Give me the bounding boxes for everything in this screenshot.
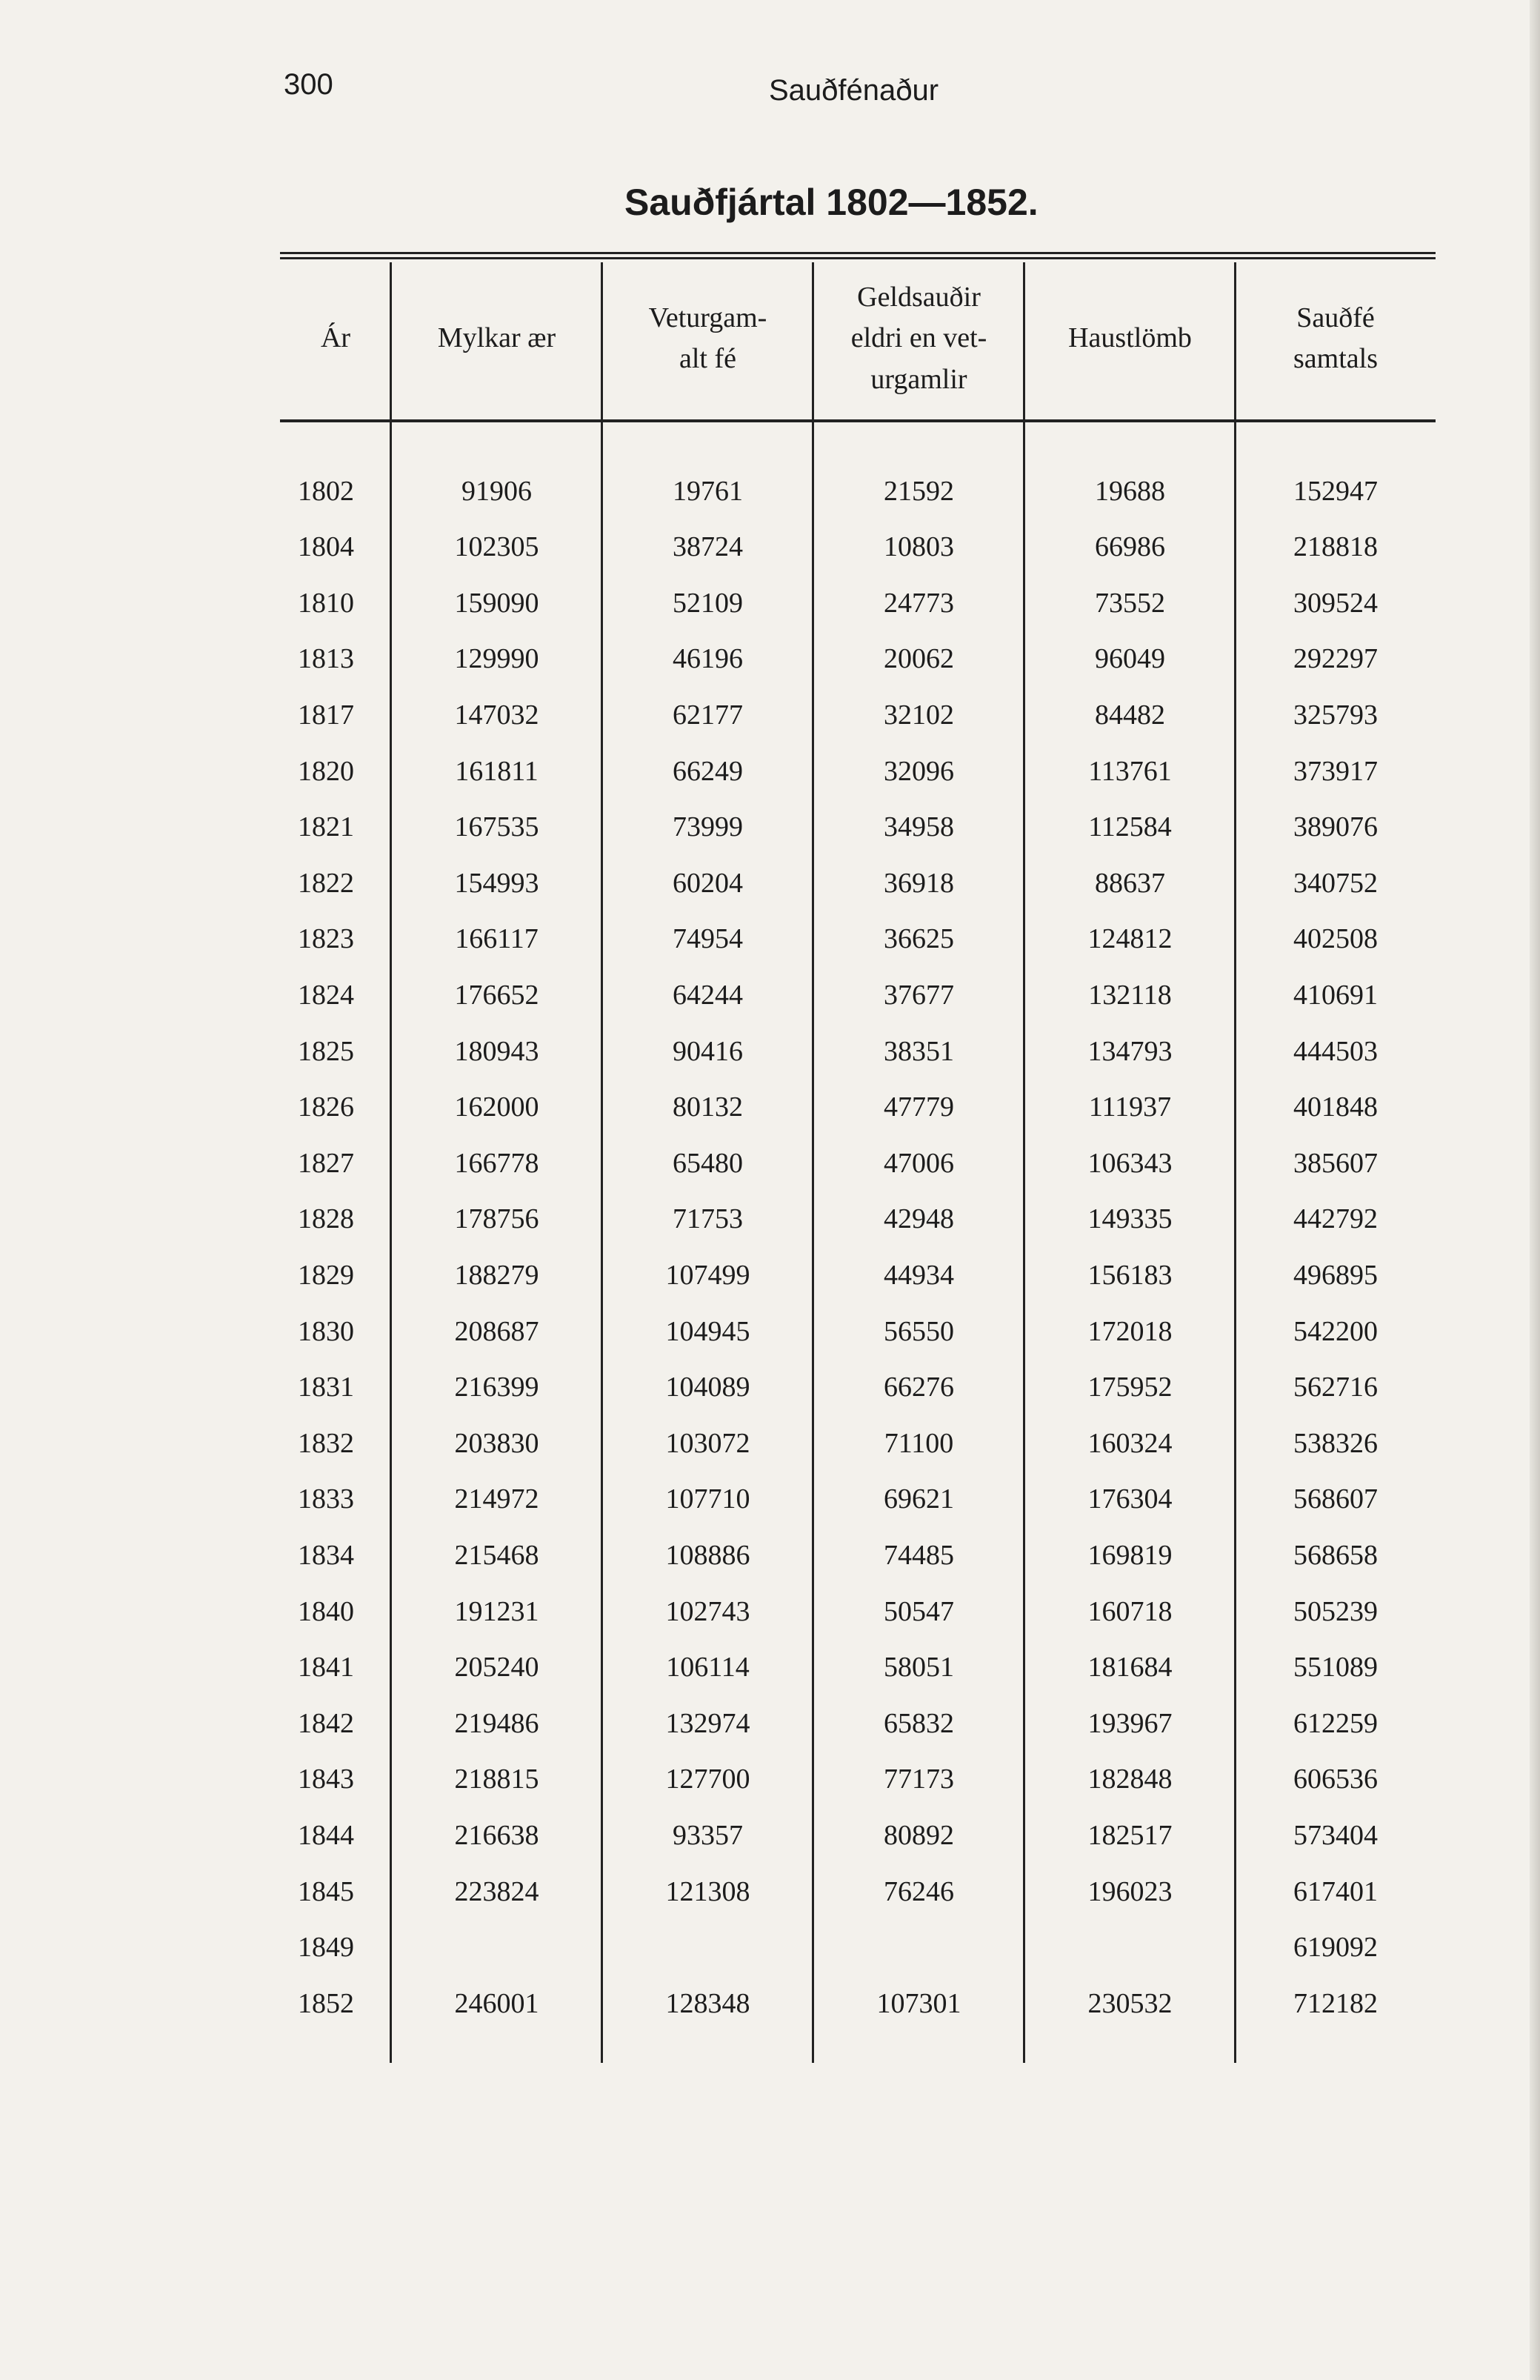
total-sheep-cell: 712182 [1293, 1987, 1378, 2019]
yearlings-cell: 104089 [665, 1372, 750, 1403]
autumn-lambs-cell: 172018 [1087, 1315, 1173, 1347]
total-sheep-cell: 496895 [1293, 1259, 1378, 1291]
wethers-cell: 38351 [884, 1035, 954, 1067]
wethers-cell: 47779 [884, 1091, 954, 1123]
table-row [280, 1752, 1436, 1807]
wethers-cell [813, 1920, 1024, 1975]
yearlings-cell: 80132 [673, 1091, 743, 1123]
yearlings-cell: 38724 [673, 531, 743, 563]
wethers-cell: 65832 [884, 1707, 954, 1739]
autumn-lambs-cell: 149335 [1087, 1203, 1173, 1235]
table-row [280, 1360, 1436, 1415]
total-sheep-cell: 309524 [1293, 587, 1378, 619]
milking-ewes-cell: 167535 [454, 811, 539, 843]
page-number: 300 [284, 68, 333, 101]
table-row [280, 1807, 1436, 1863]
autumn-lambs-cell [1024, 1920, 1236, 1975]
wethers-cell: 20062 [884, 643, 954, 675]
milking-ewes-cell: 203830 [454, 1427, 539, 1459]
table-row [280, 1583, 1436, 1639]
wethers-cell: 58051 [884, 1652, 954, 1683]
milking-ewes-cell: 246001 [454, 1987, 539, 2019]
milking-ewes-cell: 223824 [454, 1875, 539, 1907]
autumn-lambs-cell: 182848 [1087, 1764, 1173, 1795]
table-row [280, 1975, 1436, 2031]
table-row [280, 1695, 1436, 1751]
total-sheep-cell: 389076 [1293, 811, 1378, 843]
autumn-lambs-cell: 160718 [1087, 1595, 1173, 1627]
wethers-cell: 36918 [884, 867, 954, 899]
milking-ewes-cell: 188279 [454, 1259, 539, 1291]
year-cell: 1822 [298, 867, 354, 899]
yearlings-cell: 90416 [673, 1035, 743, 1067]
wethers-cell: 44934 [884, 1259, 954, 1291]
autumn-lambs-cell: 160324 [1087, 1427, 1173, 1459]
total-sheep-cell: 612259 [1293, 1707, 1378, 1739]
total-sheep-cell: 152947 [1293, 475, 1378, 507]
yearlings-cell: 106114 [666, 1652, 750, 1683]
header-yearlings: Veturgam- alt fé [648, 302, 767, 374]
autumn-lambs-cell: 181684 [1087, 1652, 1173, 1683]
year-cell: 1841 [298, 1652, 354, 1683]
table-row [280, 575, 1436, 631]
yearlings-cell: 107499 [665, 1259, 750, 1291]
autumn-lambs-cell: 175952 [1087, 1372, 1173, 1403]
total-sheep-cell: 292297 [1293, 643, 1378, 675]
milking-ewes-cell: 218815 [454, 1764, 539, 1795]
table-row [280, 631, 1436, 687]
yearlings-cell: 127700 [665, 1764, 750, 1795]
yearlings-cell [602, 1920, 813, 1975]
milking-ewes-cell: 219486 [454, 1707, 539, 1739]
year-cell: 1833 [298, 1483, 354, 1515]
year-cell: 1826 [298, 1091, 354, 1123]
wethers-cell: 66276 [884, 1372, 954, 1403]
table-row [280, 800, 1436, 855]
table-row [280, 911, 1436, 967]
yearlings-cell: 128348 [665, 1987, 750, 2019]
yearlings-cell: 121308 [665, 1875, 750, 1907]
yearlings-cell: 19761 [673, 475, 743, 507]
total-sheep-cell: 619092 [1293, 1932, 1378, 1964]
yearlings-cell: 74954 [673, 923, 743, 955]
year-cell: 1842 [298, 1707, 354, 1739]
total-sheep-cell: 385607 [1293, 1147, 1378, 1179]
year-cell: 1831 [298, 1372, 354, 1403]
year-cell: 1820 [298, 755, 354, 787]
autumn-lambs-cell: 111937 [1088, 1091, 1172, 1123]
yearlings-cell: 60204 [673, 867, 743, 899]
milking-ewes-cell: 191231 [454, 1595, 539, 1627]
year-cell: 1817 [298, 699, 354, 731]
year-cell: 1852 [298, 1987, 354, 2019]
table-row [280, 1080, 1436, 1135]
yearlings-cell: 132974 [665, 1707, 750, 1739]
milking-ewes-cell: 162000 [454, 1091, 539, 1123]
autumn-lambs-cell: 112584 [1088, 811, 1172, 843]
milking-ewes-cell: 154993 [454, 867, 539, 899]
wethers-cell: 32096 [884, 755, 954, 787]
year-cell: 1840 [298, 1595, 354, 1627]
milking-ewes-cell: 216399 [454, 1372, 539, 1403]
year-cell: 1834 [298, 1539, 354, 1571]
yearlings-cell: 102743 [665, 1595, 750, 1627]
wethers-cell: 74485 [884, 1539, 954, 1571]
table-row [280, 967, 1436, 1023]
wethers-cell: 34958 [884, 811, 954, 843]
yearlings-cell: 46196 [673, 643, 743, 675]
table-row [280, 1191, 1436, 1247]
milking-ewes-cell: 102305 [454, 531, 539, 563]
wethers-cell: 107301 [876, 1987, 961, 2019]
wethers-cell: 80892 [884, 1819, 954, 1851]
table-row [280, 1920, 1436, 1975]
total-sheep-cell: 218818 [1293, 531, 1378, 563]
total-sheep-cell: 410691 [1293, 979, 1378, 1011]
autumn-lambs-cell: 88637 [1095, 867, 1165, 899]
autumn-lambs-cell: 84482 [1095, 699, 1165, 731]
header-year: Ár [320, 322, 351, 354]
yearlings-cell: 65480 [673, 1147, 743, 1179]
year-cell: 1830 [298, 1315, 354, 1347]
running-head: Sauðfénaður [769, 74, 939, 107]
table-row [280, 1640, 1436, 1695]
total-sheep-cell: 562716 [1293, 1372, 1378, 1403]
milking-ewes-cell: 176652 [454, 979, 539, 1011]
year-cell: 1828 [298, 1203, 354, 1235]
year-cell: 1849 [298, 1932, 354, 1964]
wethers-cell: 36625 [884, 923, 954, 955]
wethers-cell: 77173 [884, 1764, 954, 1795]
milking-ewes-cell: 129990 [454, 643, 539, 675]
header-milking-ewes: Mylkar ær [437, 322, 556, 354]
yearlings-cell: 52109 [673, 587, 743, 619]
table-title: Sauðfjártal 1802—1852. [624, 182, 1039, 223]
table-row [280, 1023, 1436, 1079]
total-sheep-cell: 444503 [1293, 1035, 1378, 1067]
milking-ewes-cell: 214972 [454, 1483, 539, 1515]
wethers-cell: 24773 [884, 587, 954, 619]
total-sheep-cell: 542200 [1293, 1315, 1378, 1347]
milking-ewes-cell: 166778 [454, 1147, 539, 1179]
year-cell: 1827 [298, 1147, 354, 1179]
autumn-lambs-cell: 182517 [1087, 1819, 1173, 1851]
total-sheep-cell: 325793 [1293, 699, 1378, 731]
header-autumn-lambs: Haustlömb [1068, 322, 1192, 354]
yearlings-cell: 71753 [673, 1203, 743, 1235]
year-cell: 1810 [298, 587, 354, 619]
wethers-cell: 47006 [884, 1147, 954, 1179]
table-row [280, 1135, 1436, 1191]
milking-ewes-cell: 147032 [454, 699, 539, 731]
autumn-lambs-cell: 196023 [1087, 1875, 1173, 1907]
total-sheep-cell: 401848 [1293, 1091, 1378, 1123]
wethers-cell: 32102 [884, 699, 954, 731]
table-row [280, 1303, 1436, 1359]
autumn-lambs-cell: 156183 [1087, 1259, 1173, 1291]
autumn-lambs-cell: 106343 [1087, 1147, 1173, 1179]
total-sheep-cell: 573404 [1293, 1819, 1378, 1851]
wethers-cell: 50547 [884, 1595, 954, 1627]
wethers-cell: 37677 [884, 979, 954, 1011]
wethers-cell: 10803 [884, 531, 954, 563]
table-row [280, 855, 1436, 911]
wethers-cell: 42948 [884, 1203, 954, 1235]
table-row [280, 743, 1436, 799]
total-sheep-cell: 617401 [1293, 1875, 1378, 1907]
autumn-lambs-cell: 169819 [1087, 1539, 1173, 1571]
yearlings-cell: 93357 [673, 1819, 743, 1851]
total-sheep-cell: 373917 [1293, 755, 1378, 787]
year-cell: 1844 [298, 1819, 354, 1851]
autumn-lambs-cell: 132118 [1088, 979, 1172, 1011]
year-cell: 1843 [298, 1764, 354, 1795]
milking-ewes-cell: 180943 [454, 1035, 539, 1067]
table-top-rule [280, 252, 1436, 254]
autumn-lambs-cell: 73552 [1095, 587, 1165, 619]
year-cell: 1832 [298, 1427, 354, 1459]
year-cell: 1804 [298, 531, 354, 563]
year-cell: 1825 [298, 1035, 354, 1067]
milking-ewes-cell: 178756 [454, 1203, 539, 1235]
total-sheep-cell: 538326 [1293, 1427, 1378, 1459]
table-row [280, 1247, 1436, 1303]
table-row [280, 1527, 1436, 1583]
total-sheep-cell: 551089 [1293, 1652, 1378, 1683]
year-cell: 1829 [298, 1259, 354, 1291]
total-sheep-cell: 606536 [1293, 1764, 1378, 1795]
yearlings-cell: 66249 [673, 755, 743, 787]
total-sheep-cell: 568607 [1293, 1483, 1378, 1515]
header-bottom-rule [280, 419, 1436, 422]
table-row [280, 687, 1436, 742]
year-cell: 1824 [298, 979, 354, 1011]
header-wethers: Geldsauðir eldri en vet- urgamlir [850, 282, 987, 395]
table-row [280, 519, 1436, 575]
year-cell: 1813 [298, 643, 354, 675]
milking-ewes-cell: 208687 [454, 1315, 539, 1347]
yearlings-cell: 103072 [665, 1427, 750, 1459]
table-row [280, 1472, 1436, 1527]
year-cell: 1821 [298, 811, 354, 843]
wethers-cell: 71100 [884, 1427, 954, 1459]
year-cell: 1802 [298, 475, 354, 507]
autumn-lambs-cell: 176304 [1087, 1483, 1173, 1515]
total-sheep-cell: 568658 [1293, 1539, 1378, 1571]
milking-ewes-cell: 166117 [455, 923, 539, 955]
wethers-cell: 56550 [884, 1315, 954, 1347]
yearlings-cell: 108886 [665, 1539, 750, 1571]
table-row [280, 1864, 1436, 1919]
total-sheep-cell: 442792 [1293, 1203, 1378, 1235]
table-row [280, 1415, 1436, 1471]
yearlings-cell: 107710 [665, 1483, 750, 1515]
yearlings-cell: 64244 [673, 979, 743, 1011]
milking-ewes-cell: 216638 [454, 1819, 539, 1851]
yearlings-cell: 62177 [673, 699, 743, 731]
autumn-lambs-cell: 96049 [1095, 643, 1165, 675]
yearlings-cell: 104945 [665, 1315, 750, 1347]
total-sheep-cell: 402508 [1293, 923, 1378, 955]
autumn-lambs-cell: 124812 [1087, 923, 1173, 955]
autumn-lambs-cell: 134793 [1087, 1035, 1173, 1067]
autumn-lambs-cell: 230532 [1087, 1987, 1173, 2019]
milking-ewes-cell: 159090 [454, 587, 539, 619]
page-edge [1530, 0, 1540, 2380]
wethers-cell: 69621 [884, 1483, 954, 1515]
yearlings-cell: 73999 [673, 811, 743, 843]
table-row [280, 463, 1436, 519]
milking-ewes-cell: 205240 [454, 1652, 539, 1683]
header-total-sheep: Sauðfé samtals [1293, 302, 1378, 374]
total-sheep-cell: 340752 [1293, 867, 1378, 899]
milking-ewes-cell: 91906 [461, 475, 532, 507]
year-cell: 1845 [298, 1875, 354, 1907]
autumn-lambs-cell: 193967 [1087, 1707, 1173, 1739]
total-sheep-cell: 505239 [1293, 1595, 1378, 1627]
milking-ewes-cell: 161811 [455, 755, 539, 787]
milking-ewes-cell [391, 1920, 602, 1975]
milking-ewes-cell: 215468 [454, 1539, 539, 1571]
year-cell: 1823 [298, 923, 354, 955]
autumn-lambs-cell: 113761 [1088, 755, 1172, 787]
wethers-cell: 21592 [884, 475, 954, 507]
autumn-lambs-cell: 19688 [1095, 475, 1165, 507]
autumn-lambs-cell: 66986 [1095, 531, 1165, 563]
wethers-cell: 76246 [884, 1875, 954, 1907]
